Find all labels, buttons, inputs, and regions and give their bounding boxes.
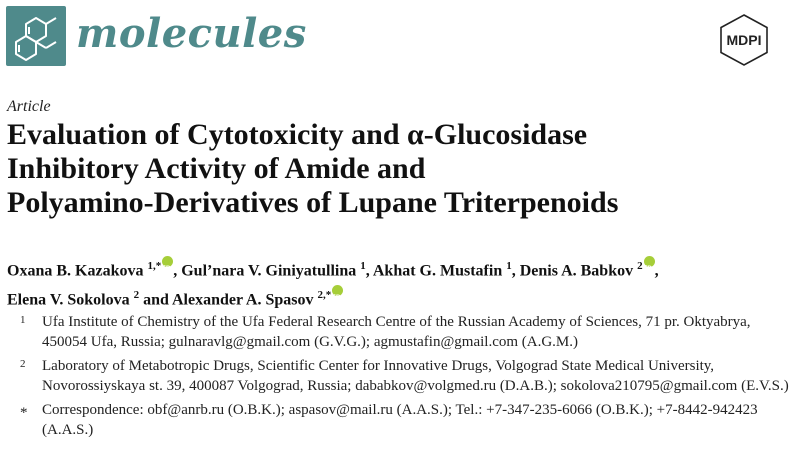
- correspondence-item: [7, 400, 797, 440]
- author-name[interactable]: Elena V. Sokolova: [7, 291, 130, 309]
- journal-name[interactable]: molecules: [76, 10, 307, 57]
- author-name[interactable]: Oxana B. Kazakova: [7, 262, 144, 280]
- author-affiliation-mark: 1,*: [147, 260, 162, 272]
- title-line-1: Evaluation of Cytotoxicity and α-Glucosidase: [7, 118, 588, 151]
- molecule-structure-icon: [6, 6, 66, 66]
- article-title: [7, 118, 747, 220]
- affiliation-text: Laboratory of Metabotropic Drugs, Scientific Center for Innovative Drugs, Volgograd State Medical University, Novorossiyskaya st. 39, 400087 Volgograd, Russia; dababkov@volgmed.ru (D.A.B.); sokolova210795@gmail.com (E.V.S.): [42, 358, 789, 394]
- author-affiliation-mark: 1: [506, 260, 512, 272]
- affiliation-text: Ufa Institute of Chemistry of the Ufa Federal Research Centre of the Russian Academy of Sciences, 71 pr. Oktyabrya, 450054 Ufa, Russia; gulnaravlg@gmail.com (G.V.G.); agmustafin@gmail.com (A.G.M.): [42, 314, 751, 350]
- affiliation-item: [7, 312, 797, 352]
- affiliation-mark: 1: [20, 314, 26, 326]
- correspondence-mark: *: [20, 405, 28, 421]
- author-name[interactable]: Gul’nara V. Giniyatullina: [181, 262, 357, 280]
- author-list: Oxana B. Kazakova $^{1,*}$iD , Gul’nara V. Giniyatullina $^1$, Akhat G. Mustafin $^1$, Denis A. Babkov $^2$iD , Elena V. Sokolova $^2$ and Alexander A. Spasov $^{2,*}$iD: [7, 254, 797, 313]
- article-type: Article: [7, 98, 51, 115]
- author-name[interactable]: Akhat G. Mustafin: [372, 262, 503, 280]
- title-line-2: Inhibitory Activity of Amide and: [7, 152, 426, 185]
- author-affiliation-mark: 1: [360, 260, 366, 272]
- correspondence-text: Correspondence: obf@anrb.ru (O.B.K.); aspasov@mail.ru (A.A.S.); Tel.: +7-347-235-6066 (O.B.K.); +7-8442-942423 (A.A.S.): [42, 402, 758, 438]
- orcid-icon[interactable]: [644, 256, 655, 267]
- affiliation-mark: 2: [20, 358, 26, 370]
- author-affiliation-mark: 2: [637, 260, 643, 272]
- mdpi-logo-icon: [718, 14, 770, 66]
- author-name[interactable]: Alexander A. Spasov: [171, 291, 314, 309]
- title-line-3: Polyamino-Derivatives of Lupane Triterpenoids: [7, 186, 619, 219]
- publisher-name: MDPI: [726, 32, 762, 48]
- orcid-icon[interactable]: [162, 256, 173, 267]
- author-name[interactable]: Denis A. Babkov: [519, 262, 634, 280]
- author-affiliation-mark: 2,*: [317, 289, 332, 302]
- publisher-logo[interactable]: [718, 14, 770, 66]
- affiliation-item: [7, 356, 797, 396]
- orcid-icon[interactable]: [332, 285, 343, 296]
- author-affiliation-mark: 2: [133, 289, 140, 302]
- affiliation-list: [7, 312, 797, 444]
- journal-logo: [6, 6, 66, 66]
